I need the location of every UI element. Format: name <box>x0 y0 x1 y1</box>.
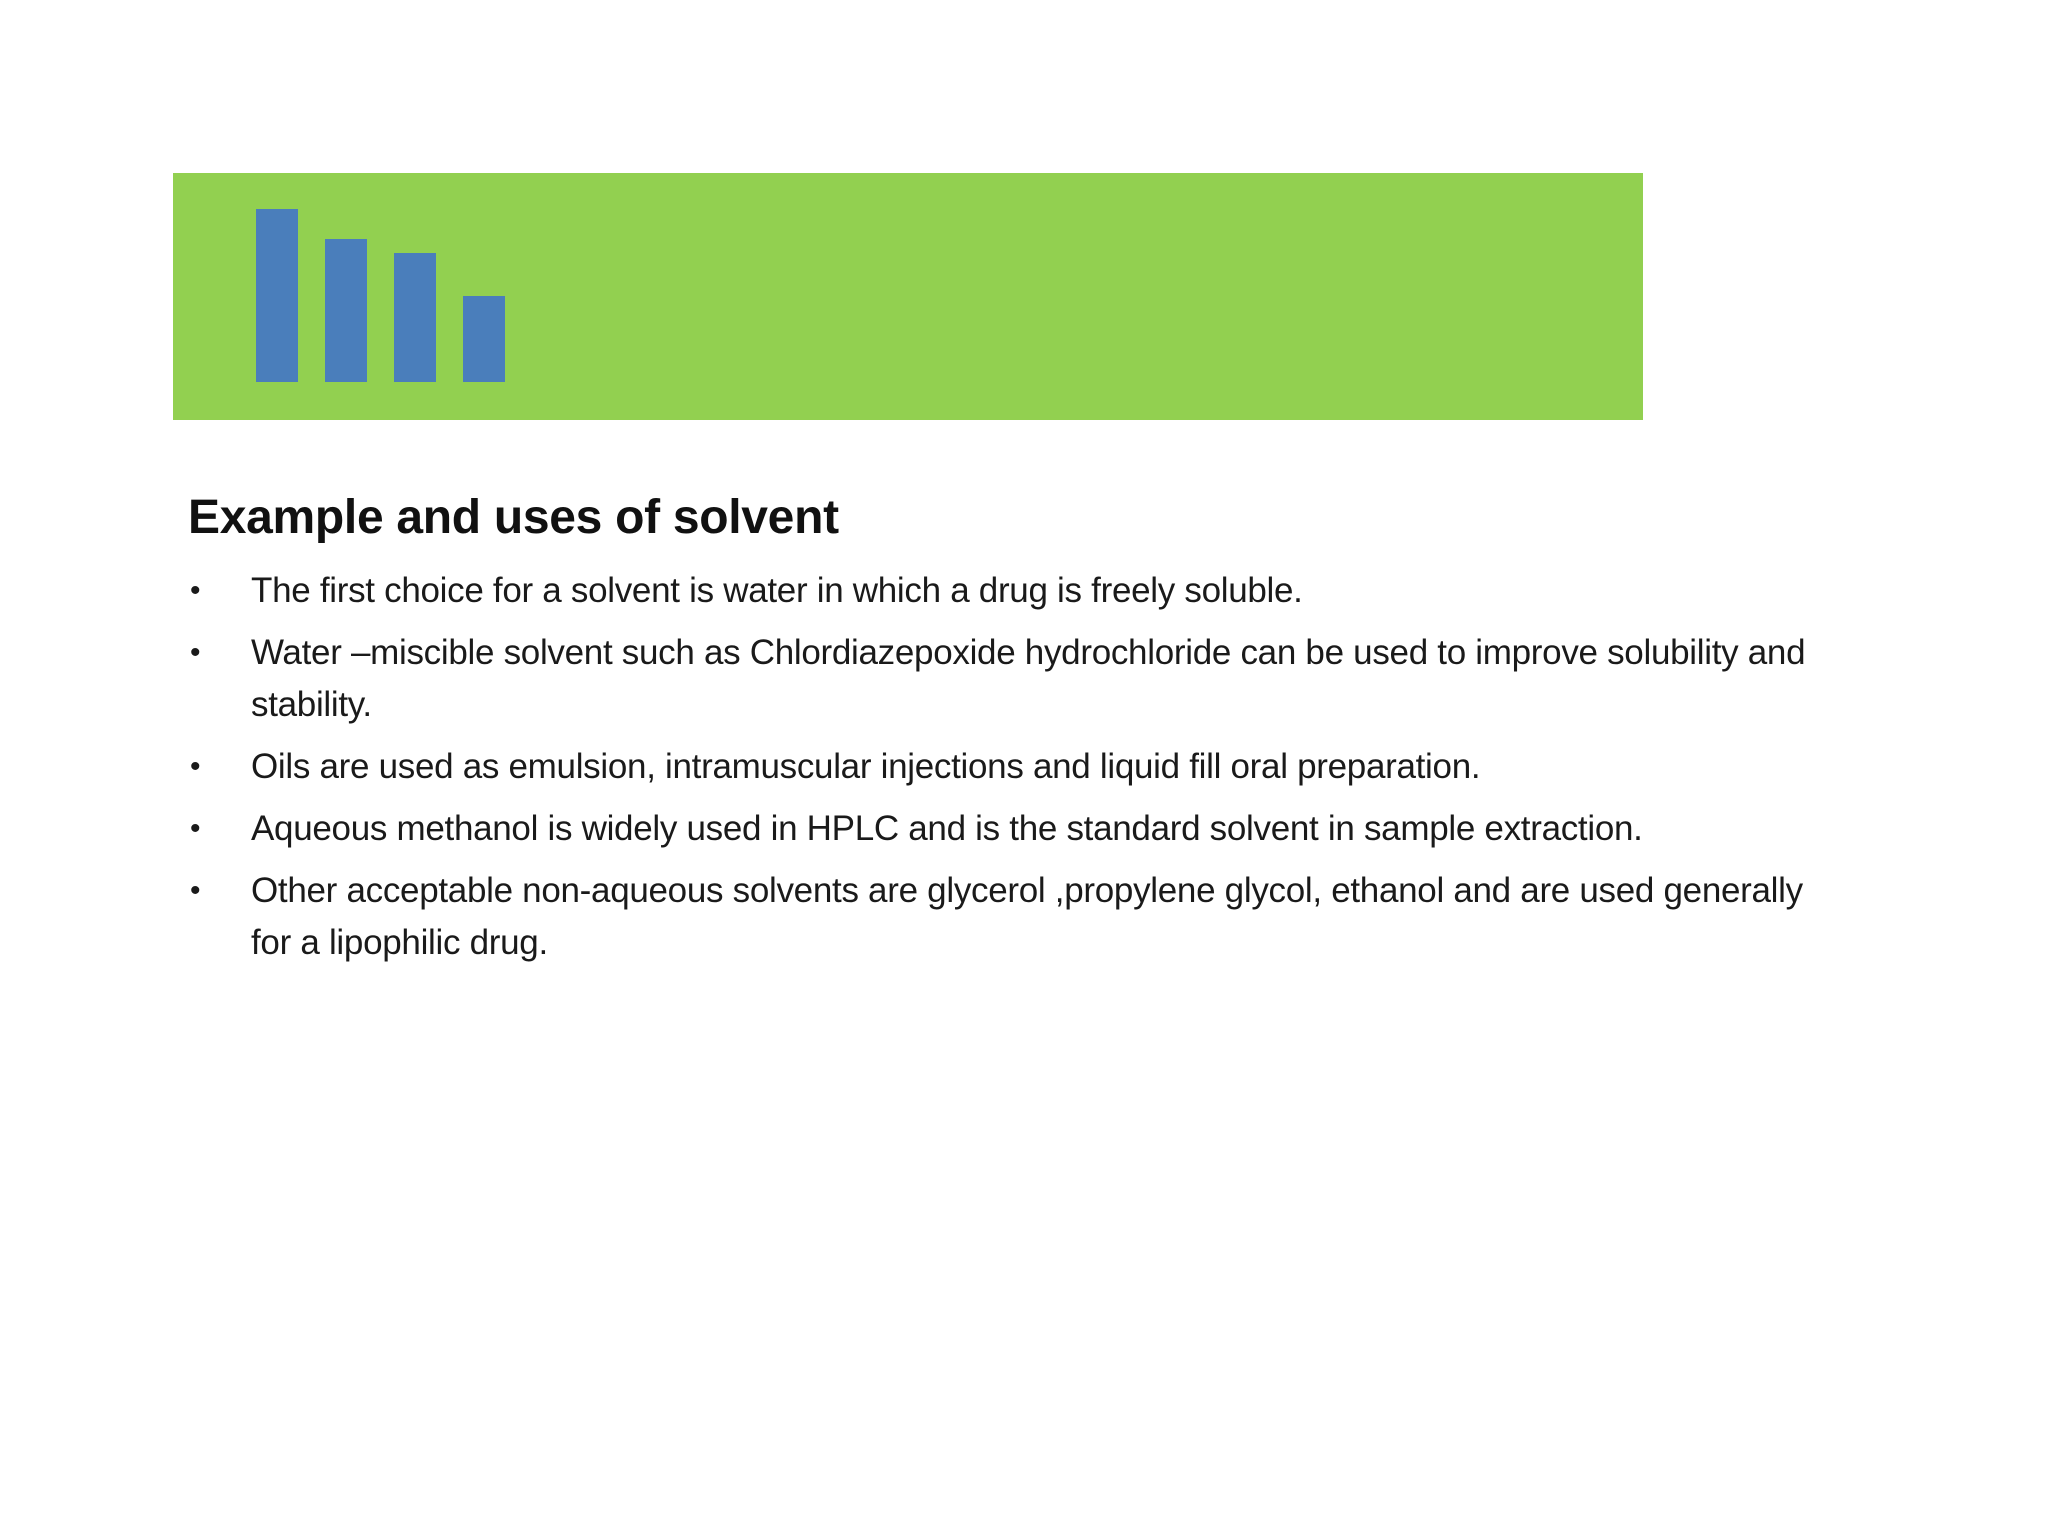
bullet-text: The first choice for a solvent is water in which a drug is freely soluble. <box>251 571 1303 610</box>
bullet-item <box>188 627 1848 731</box>
bar-chart-icon-bar <box>463 296 505 382</box>
bullet-item <box>188 803 1848 855</box>
bullet-item <box>188 565 1848 617</box>
bar-chart-icon-bar <box>325 239 367 382</box>
bullet-text: Aqueous methanol is widely used in HPLC and is the standard solvent in sample extraction. <box>251 809 1643 848</box>
bullet-list <box>188 565 1848 979</box>
bullet-dot-icon: • <box>190 574 201 607</box>
bullet-dot-icon: • <box>190 812 201 845</box>
bullet-item <box>188 741 1848 793</box>
bar-chart-icon-bar <box>394 253 436 382</box>
bullet-text: Oils are used as emulsion, intramuscular injections and liquid fill oral preparation. <box>251 747 1481 786</box>
bar-chart-icon-bar <box>256 209 298 382</box>
header-banner <box>173 173 1643 420</box>
slide-title: Example and uses of solvent <box>188 491 839 544</box>
bullet-dot-icon: • <box>190 750 201 783</box>
bullet-item <box>188 865 1848 969</box>
bullet-text: Other acceptable non-aqueous solvents are glycerol ,propylene glycol, ethanol and are used generally for a lipophilic drug. <box>251 871 1803 962</box>
bullet-dot-icon: • <box>190 874 201 907</box>
bullet-dot-icon: • <box>190 636 201 669</box>
bullet-text: Water –miscible solvent such as Chlordiazepoxide hydrochloride can be used to improve solubility and stability. <box>251 633 1806 724</box>
